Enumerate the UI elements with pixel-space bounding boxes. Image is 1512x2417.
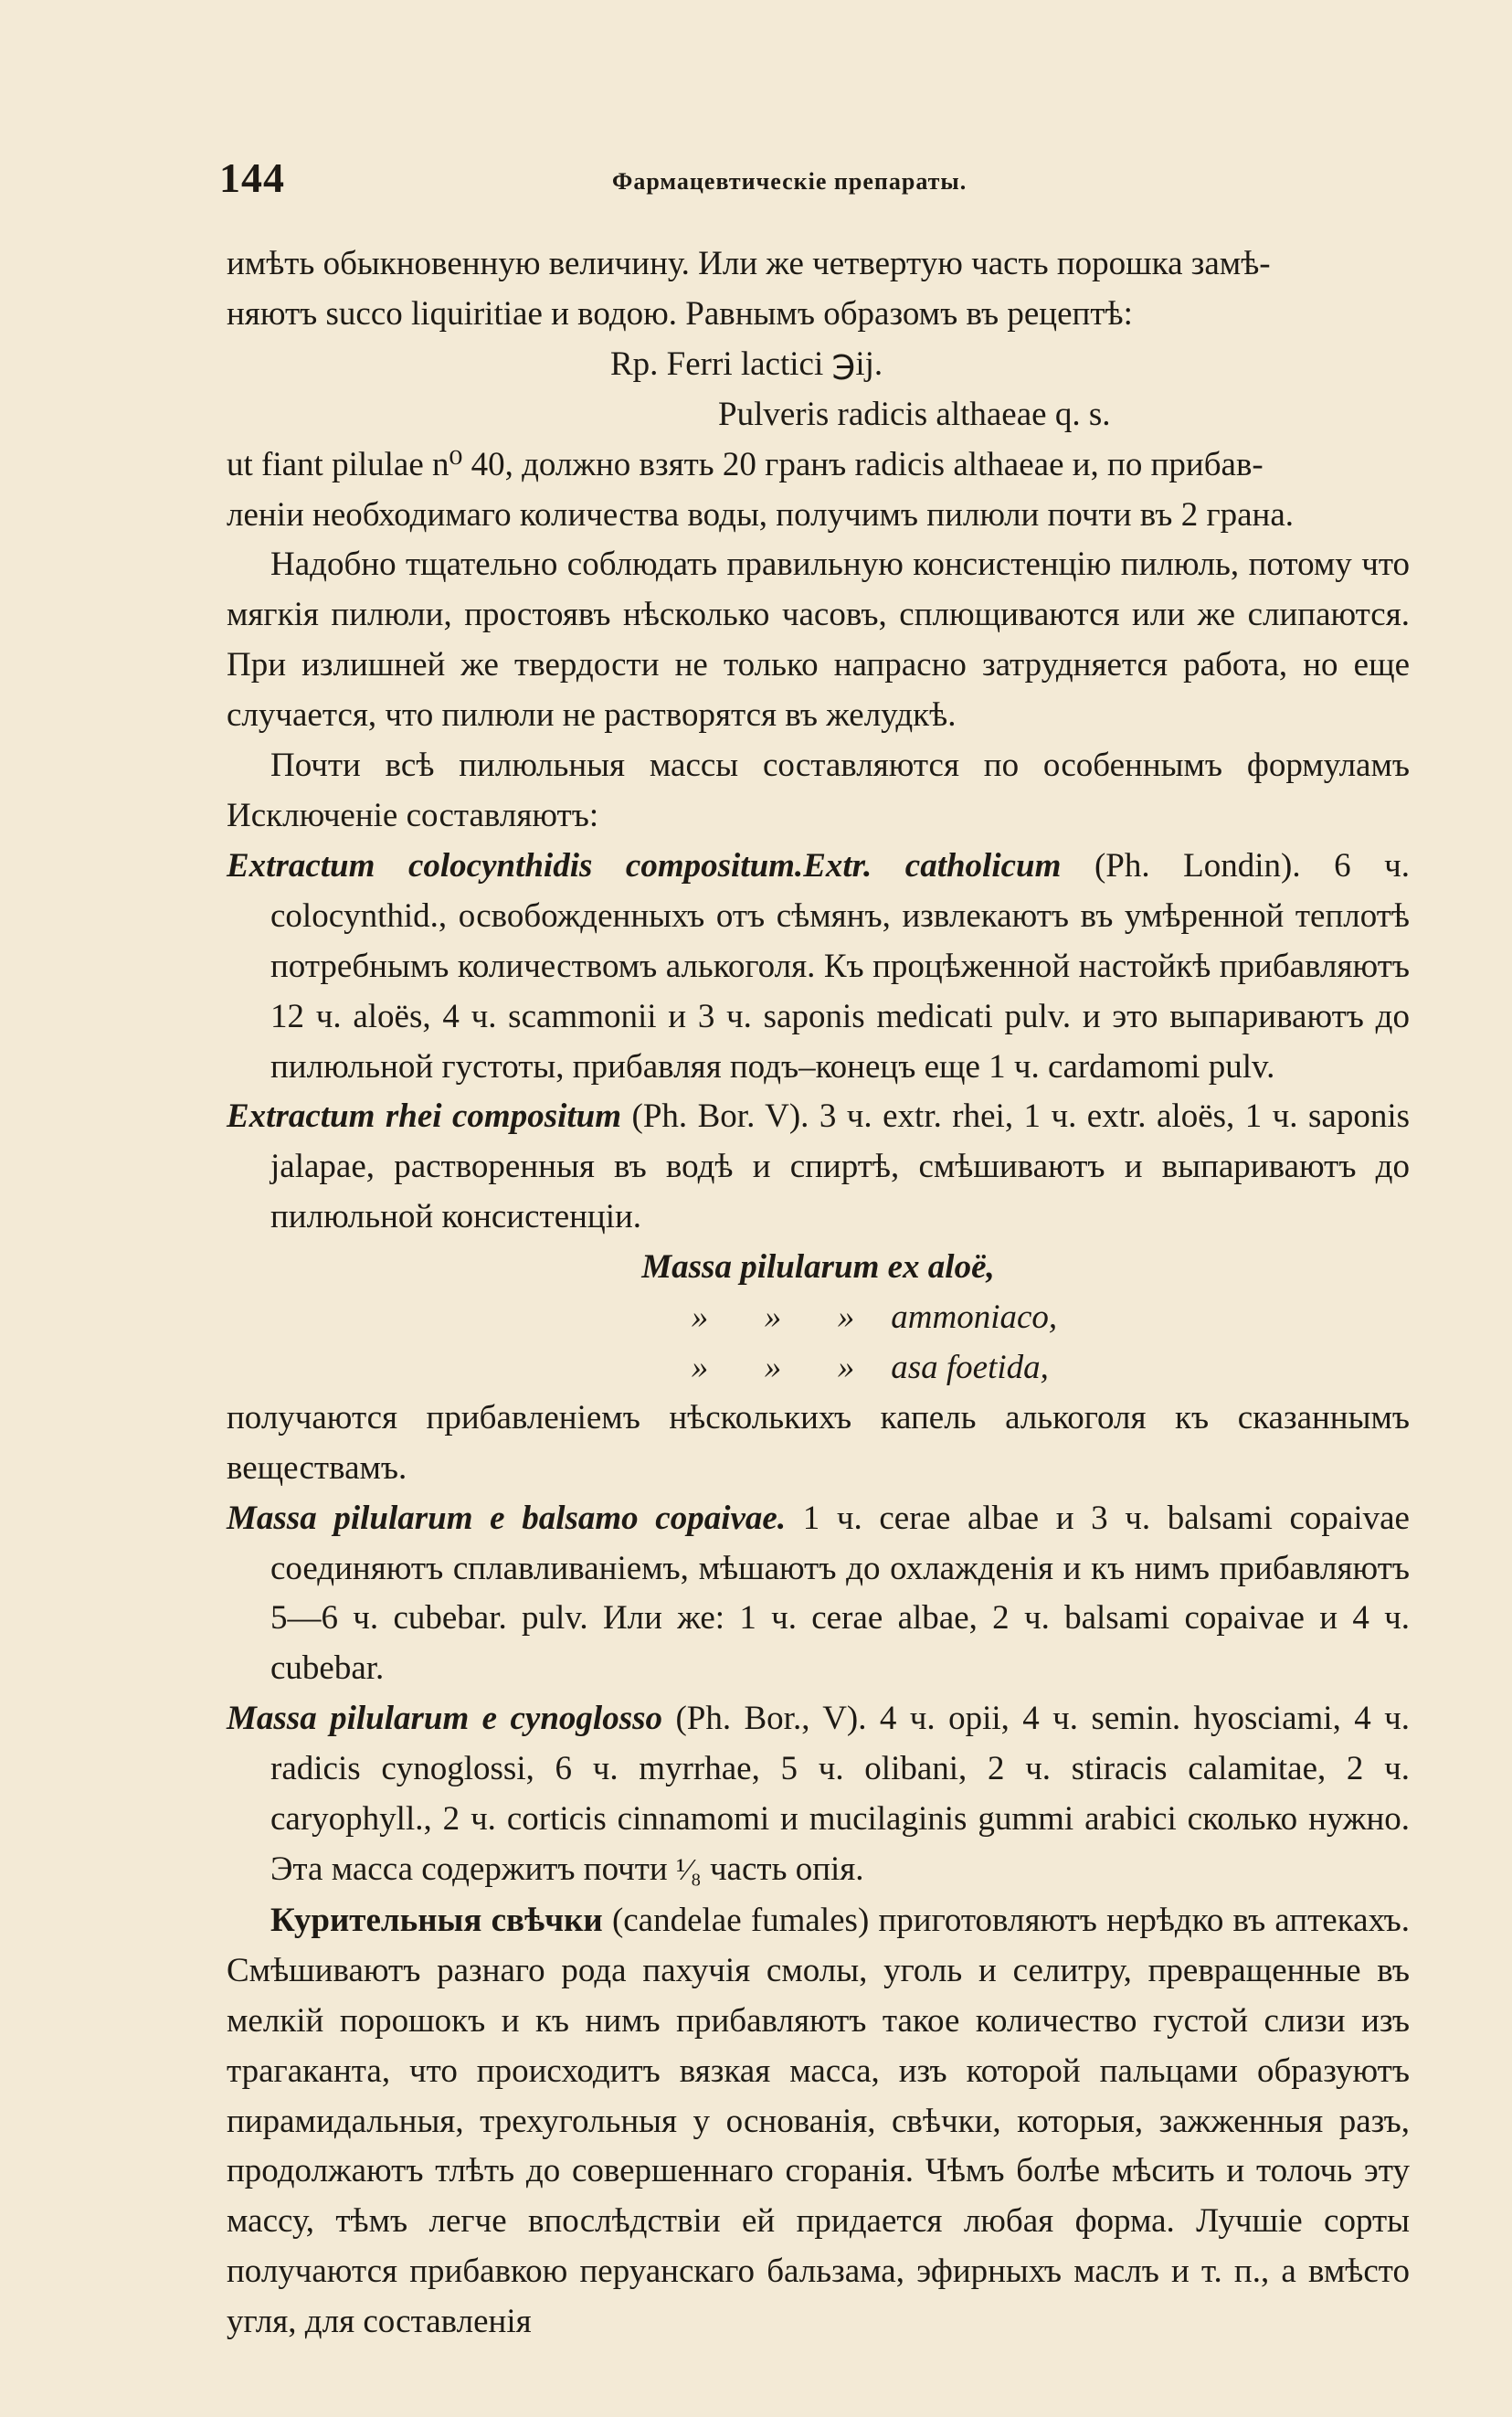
entry-rhei xyxy=(227,1092,1410,1243)
page-header xyxy=(219,154,1279,208)
entry-title: Massa pilularum e cynoglosso xyxy=(227,1700,663,1738)
running-head: Фармацевтическiе препараты. xyxy=(612,168,967,195)
section-term: Курительныя свѣчки xyxy=(270,1901,603,1939)
ditto-mark: » xyxy=(764,1299,782,1337)
paragraph-line: няютъ succo liquiritiae и водою. Равнымъ образомъ въ рецептѣ: xyxy=(227,294,1133,333)
ditto-mark: » xyxy=(837,1348,855,1386)
entry-text: (Ph. Bor., V). 4 ч. opii, 4 ч. semin. hyosciami, 4 ч. radicis cynoglossi, 6 ч. myrrhae, 5 ч. olibani, 2 ч. stiracis calamitae, 2 ч. caryophyll., 2 ч. corticis cinnamomi и mucilaginis gummi arabici сколько нужно. Эта масса содержитъ почти xyxy=(270,1700,1410,1888)
entry-text: (Ph. Bor. V). 3 ч. extr. rhei, 1 ч. extr. aloës, 1 ч. saponis jalapae, растворенныя въ водѣ и спиртѣ, смѣшиваютъ и выпариваютъ до пилюльной консистенцiи. xyxy=(270,1097,1410,1236)
latin-term: (candelae fumales) xyxy=(611,1901,870,1939)
paragraph-line: ut fiant pilulae n⁰ 40, должно взять 20 гранъ radicis althaeae и, по прибав- xyxy=(227,445,1264,483)
recipe-line: Rp. Ferri lactici ℈ij. xyxy=(610,345,883,383)
entry-title: Extractum rhei compositum xyxy=(227,1097,622,1136)
entry-text: 1 ч. cerae albae и 3 ч. balsami copaivae соединяютъ сплавливанiемъ, мѣшаютъ до охлажденiя и къ нимъ прибавляютъ 5—6 ч. cubebar. pulv. Или же: 1 ч. cerae albae, 2 ч. balsami copaivae и 4 ч. cubebar. xyxy=(270,1499,1410,1688)
entry-copaivae xyxy=(227,1494,1410,1695)
entry-text: (Ph. Londin). 6 ч. colocynthid., освобожденныхъ отъ сѣмянъ, извлекаютъ въ умѣренной теплотѣ потребнымъ количествомъ алькоголя. Къ процѣженной настойкѣ прибавляютъ 12 ч. aloës, 4 ч. scammonii и 3 ч. saponis medicati pulv. и это выпариваютъ до пилюльной густоты, прибавляя подъ–конецъ еще 1 ч. cardamomi pulv. xyxy=(270,846,1410,1086)
mass-ammoniaco: ammoniaco, xyxy=(891,1299,1058,1337)
ditto-mark: » xyxy=(691,1348,709,1386)
paragraph-candles xyxy=(227,1896,1410,2348)
ditto-mark: » xyxy=(764,1348,782,1386)
paragraph-line: ленiи необходимаго количества воды, получимъ пилюли почти въ 2 грана. xyxy=(227,495,1295,534)
centered-line xyxy=(227,1343,1410,1394)
page-number: 144 xyxy=(219,154,285,201)
entry-title: Extractum colocynthidis compositum. xyxy=(227,846,804,885)
ditto-mark: » xyxy=(691,1299,709,1337)
entry-cynoglosso xyxy=(227,1694,1410,1896)
entry-title: Massa pilularum e balsamo copaivae. xyxy=(227,1499,787,1537)
page-body xyxy=(227,239,1410,2348)
mass-asa-foetida: asa foetida, xyxy=(891,1348,1049,1386)
fraction: ¹⁄₈ xyxy=(675,1853,702,1887)
centered-line xyxy=(227,1243,1410,1293)
paragraph: получаются прибавленiемъ нѣсколькихъ капель алькоголя къ сказаннымъ веществамъ. xyxy=(227,1398,1410,1487)
entry-end: часть опiя. xyxy=(709,1850,864,1888)
ditto-mark: » xyxy=(837,1299,855,1337)
paragraph-text: приготовляютъ нерѣдко въ аптекахъ. Смѣшиваютъ разнаго рода пахучiя смолы, уголь и селитру, превращенные въ мелкiй порошокъ и къ нимъ прибавляютъ такое количество густой слизи изъ трагаканта, что происходитъ вязкая масса, изъ которой пальцами образуютъ пирамидальныя, трехугольныя у основанiя, свѣчки, которыя, зажженныя разъ, продолжаютъ тлѣть до совершеннаго сгоранiя. Чѣмъ болѣе мѣсить и толочь эту массу, тѣмъ легче впослѣдствiи ей придается любая форма. Лучшiе сорты получаются прибавкою перуанскаго бальзама, эфирныхъ маслъ и т. п., а вмѣсто угля, для составленiя xyxy=(227,1901,1411,2341)
entry-title-alt: Extr. catholicum xyxy=(803,846,1062,885)
mass-aloe: Massa pilularum ex aloë, xyxy=(641,1248,995,1287)
paragraph: Почти всѣ пилюльныя массы составляются по особеннымъ формуламъ Исключенiе составляютъ: xyxy=(227,747,1410,834)
paragraph-line: имѣть обыкновенную величину. Или же четвертую часть порошка замѣ- xyxy=(227,245,1271,282)
entry-colocynthidis xyxy=(227,842,1410,1093)
recipe-line: Pulveris radicis althaeae q. s. xyxy=(718,395,1111,433)
paragraph: Надобно тщательно соблюдать правильную консистенцiю пилюль, потому что мягкiя пилюли, простоявъ нѣсколько часовъ, сплющиваются или же слипаются. При излишней же твердости не только напрасно затрудняется работа, но еще случается, что пилюли не растворятся въ желудкѣ. xyxy=(227,546,1410,735)
centered-line xyxy=(227,1293,1410,1343)
